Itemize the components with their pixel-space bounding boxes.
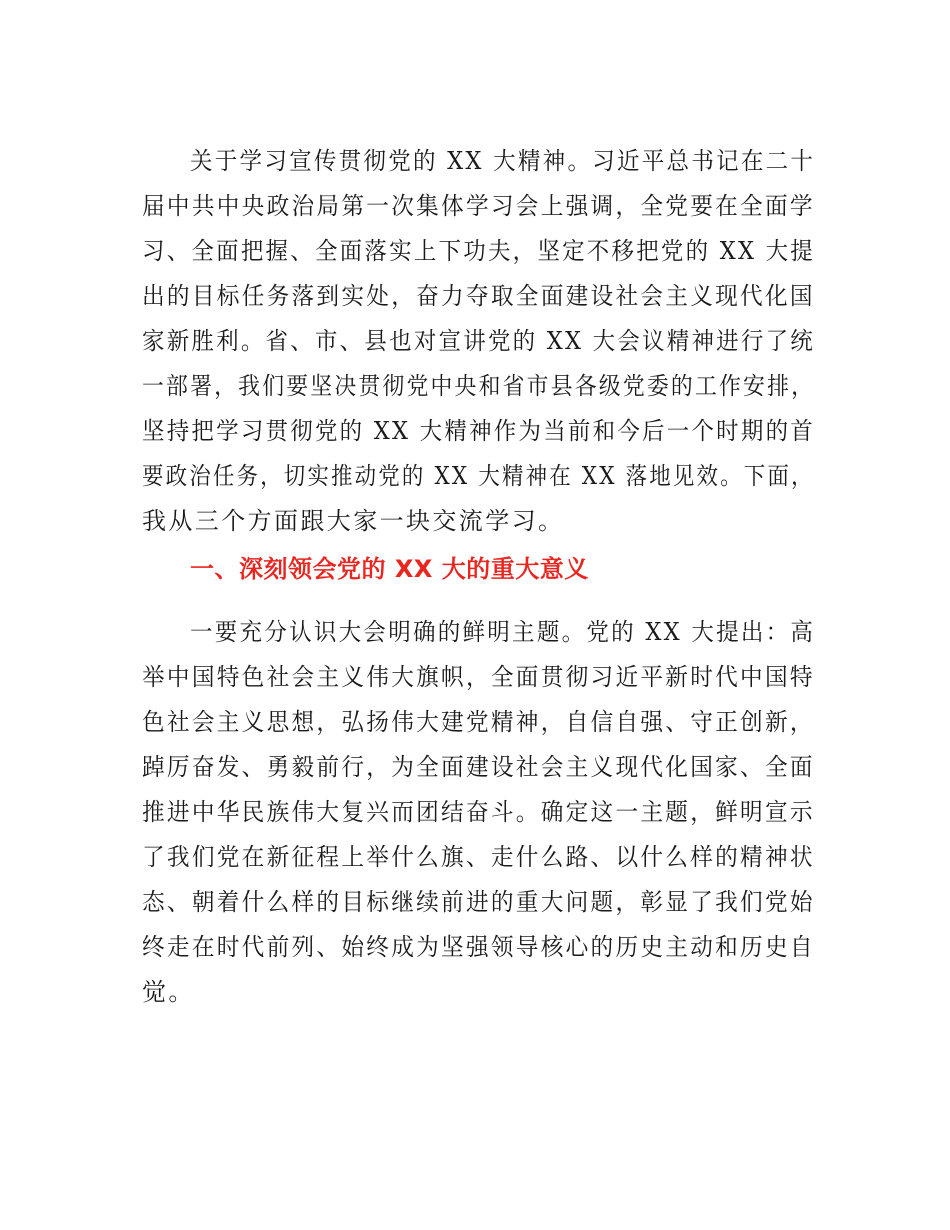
paragraph-1-line-4: 出的目标任务落到实处，奋力夺取全面建设社会主义现代化国 [142,282,815,310]
paragraph-1-line-9: 我从三个方面跟大家一块交流学习。 [142,507,565,535]
paragraph-2-line-8: 终走在时代前列、始终成为坚强领导核心的历史主动和历史自 [142,933,815,961]
paragraph-2-line-7: 态、朝着什么样的目标继续前进的重大问题，彰显了我们党始 [142,888,815,916]
paragraph-2-line-9: 觉。 [142,978,195,1006]
paragraph-2-line-1: 一要充分认识大会明确的鲜明主题。党的 XX 大提出：高 [190,618,816,646]
paragraph-2-line-3: 色社会主义思想，弘扬伟大建党精神，自信自强、守正创新， [142,708,815,736]
paragraph-2-line-5: 推进中华民族伟大复兴而团结奋斗。确定这一主题，鲜明宣示 [142,798,815,826]
paragraph-1-line-5: 家新胜利。省、市、县也对宣讲党的 XX 大会议精神进行了统 [142,327,816,355]
paragraph-2-line-4: 踔厉奋发、勇毅前行，为全面建设社会主义现代化国家、全面 [142,753,815,781]
paragraph-1-line-3: 习、全面把握、全面落实上下功夫，坚定不移把党的 XX 大提 [142,237,816,265]
paragraph-2-line-2: 举中国特色社会主义伟大旗帜，全面贯彻习近平新时代中国特 [142,663,815,691]
paragraph-1-line-1: 关于学习宣传贯彻党的 XX 大精神。习近平总书记在二十 [190,147,816,175]
paragraph-2-line-6: 了我们党在新征程上举什么旗、走什么路、以什么样的精神状 [142,843,815,871]
paragraph-1-line-2: 届中共中央政治局第一次集体学习会上强调，全党要在全面学 [142,192,815,220]
section-heading: 一、深刻领会党的 XX 大的重大意义 [190,555,589,583]
paragraph-1-line-7: 坚持把学习贯彻党的 XX 大精神作为当前和今后一个时期的首 [142,417,816,445]
paragraph-1-line-6: 一部署，我们要坚决贯彻党中央和省市县各级党委的工作安排， [142,372,816,400]
paragraph-1-line-8: 要政治任务，切实推动党的 XX 大精神在 XX 落地见效。下面， [142,462,815,490]
